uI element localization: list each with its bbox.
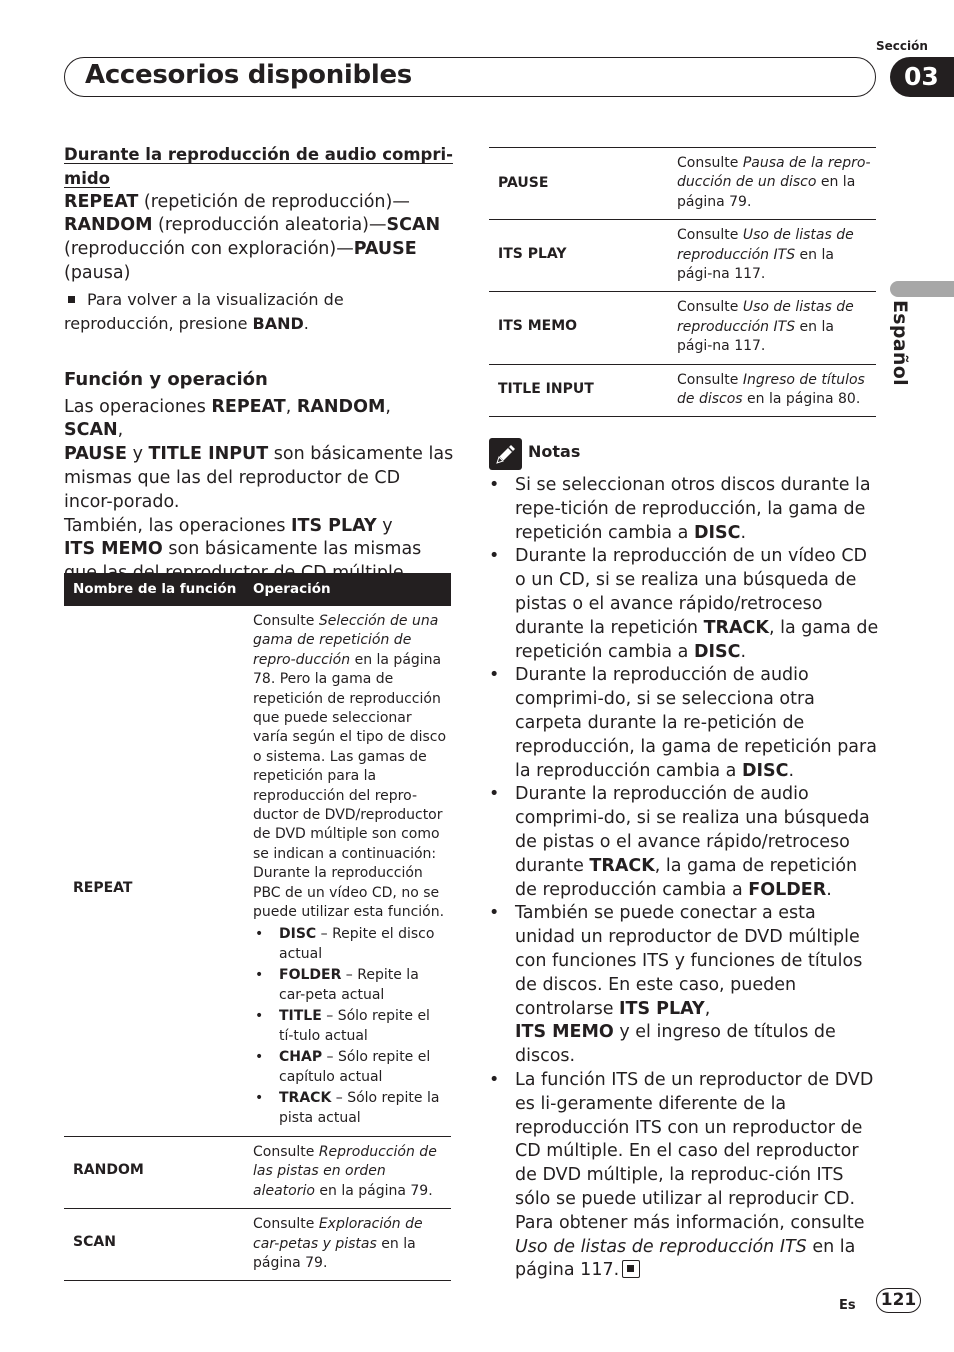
mode-scan-desc: (reproducción con exploración)— bbox=[64, 239, 354, 260]
row-desc-its-memo bbox=[677, 292, 876, 363]
operations-paragraph-1 bbox=[64, 396, 454, 515]
range-desc-chap: – Sólo repite el capítulo actual bbox=[279, 1048, 431, 1086]
range-key-track: TRACK bbox=[279, 1089, 332, 1106]
repeat-page: en la página 78. bbox=[253, 651, 442, 688]
random-page: en la página 79. bbox=[314, 1182, 433, 1199]
para1-sep3: , bbox=[117, 420, 124, 441]
para2-its-memo: ITS MEMO bbox=[64, 539, 163, 560]
row-name-random: RANDOM bbox=[73, 1161, 144, 1178]
language-tab bbox=[890, 281, 954, 297]
section-label: Sección bbox=[876, 39, 928, 53]
mode-random: RANDOM bbox=[64, 215, 153, 236]
mode-random-desc: (reproducción aleatoria)— bbox=[152, 215, 387, 236]
function-heading: Función y operación bbox=[64, 368, 268, 390]
note5-text-a: También se puede conectar a esta unidad un reproductor de DVD múltiple con funciones ITS y funciones de títulos de discos. En este caso, pueden controlarse bbox=[515, 903, 863, 1019]
range-key-disc: DISC bbox=[279, 925, 317, 942]
list-item bbox=[489, 545, 881, 664]
its-play-consulte: Consulte bbox=[677, 227, 743, 244]
list-item bbox=[253, 965, 447, 1006]
note4-end: . bbox=[826, 879, 832, 900]
scan-page: en la página 79. bbox=[253, 1235, 416, 1271]
note5-its-memo: ITS MEMO bbox=[515, 1022, 614, 1043]
mode-scan: SCAN bbox=[386, 215, 441, 236]
para1-sep1: , bbox=[285, 396, 297, 417]
table-row-its-memo bbox=[489, 292, 876, 364]
note4-folder: FOLDER bbox=[748, 879, 827, 900]
note5-text-c: y el ingreso de títulos de discos. bbox=[515, 1022, 836, 1067]
para1-title-input: TITLE INPUT bbox=[148, 444, 269, 465]
repeat-body: Pero la gama de repetición de reproducción que puede seleccionar varía según el tipo de disco o sistema. Las gamas de repetición para la reproducción del repro-ductor de DVD/reproductor de DVD múltiple son como se indican a continuación: Durante la reproducción PBC de un vídeo CD, no se puede utilizar esta función. bbox=[253, 671, 447, 921]
table-row-repeat bbox=[64, 606, 451, 1137]
table-row-scan bbox=[64, 1209, 451, 1281]
para1-text-b: son básicamente las mismas que las del reproductor de CD incor-porado. bbox=[64, 444, 454, 512]
note1-disc: DISC bbox=[693, 522, 741, 543]
its-memo-page: en la pági-na 117. bbox=[677, 318, 834, 355]
mode-pause: PAUSE bbox=[353, 239, 417, 260]
note2-disc: DISC bbox=[693, 641, 741, 662]
function-table-header bbox=[64, 573, 451, 606]
note6-ref: Uso de listas de reproducción ITS bbox=[515, 1236, 807, 1257]
para1-sep2: , bbox=[385, 396, 391, 417]
para2-y: y bbox=[376, 515, 393, 536]
page-title-frame bbox=[64, 57, 876, 97]
range-desc-title: – Sólo repite el tí-tulo actual bbox=[279, 1007, 430, 1044]
page-number: 121 bbox=[876, 1288, 921, 1313]
mode-repeat-desc: (repetición de reproducción)— bbox=[138, 191, 410, 212]
pause-consulte: Consulte bbox=[677, 155, 743, 171]
col-function-name: Nombre de la función bbox=[73, 581, 237, 597]
note3-text: Durante la reproducción de audio comprimi-do, si se selecciona otra carpeta durante la re-petición de reproducción, la gama de repetición para la reproducción cambia a bbox=[515, 665, 877, 781]
playback-modes-text bbox=[64, 191, 454, 286]
note6-text-a: La función ITS de un reproductor de DVD es li-geramente diferente de la reproducción ITS con un reproductor de CD múltiple. En el caso del reproductor de DVD múltiple, la reproduc-ción ITS sólo se puede utilizar al reproducir CD. Para obtener más información, consulte bbox=[515, 1069, 874, 1233]
row-desc-random bbox=[253, 1137, 451, 1208]
page-title: Accesorios disponibles bbox=[85, 60, 412, 90]
its-memo-ref: Uso de listas de reproducción ITS bbox=[677, 299, 854, 335]
row-name-pause: PAUSE bbox=[498, 175, 549, 191]
return-note bbox=[64, 288, 454, 336]
list-item bbox=[253, 1006, 447, 1047]
repeat-consulte: Consulte bbox=[253, 613, 319, 629]
row-desc-its-play bbox=[677, 220, 876, 291]
its-play-ref: Uso de listas de reproducción ITS bbox=[677, 227, 854, 263]
row-name-scan: SCAN bbox=[73, 1234, 116, 1251]
mode-repeat: REPEAT bbox=[64, 191, 139, 212]
its-memo-consulte: Consulte bbox=[677, 299, 743, 316]
para2-text-b: son básicamente las mismas bbox=[168, 539, 422, 560]
list-item bbox=[489, 902, 881, 1069]
note3-disc: DISC bbox=[741, 760, 789, 781]
pencil-note-icon bbox=[489, 438, 522, 470]
range-desc-disc: – Repite el disco actual bbox=[279, 925, 435, 962]
note4-text-a: Durante la reproducción de audio comprimi-do, si se realiza una búsqueda de pistas o el avance rápido/retroceso durante bbox=[515, 784, 870, 876]
title-input-page: en la página 80. bbox=[742, 391, 861, 408]
list-item bbox=[253, 1047, 447, 1088]
scan-ref: Exploración de car-petas y pistas bbox=[253, 1216, 423, 1252]
section-number-badge: 03 bbox=[890, 57, 954, 97]
list-item bbox=[489, 664, 881, 783]
row-name-title-input: TITLE INPUT bbox=[498, 380, 594, 397]
para1-repeat: REPEAT bbox=[211, 396, 286, 417]
para2-its-play: ITS PLAY bbox=[291, 515, 377, 536]
para1-pause: PAUSE bbox=[64, 444, 127, 465]
range-desc-track: – Sólo repite la pista actual bbox=[279, 1089, 440, 1127]
end-of-section-icon bbox=[622, 1260, 640, 1278]
title-input-ref: Ingreso de títulos de discos bbox=[677, 371, 865, 408]
mode-pause-desc: (pausa) bbox=[64, 262, 131, 283]
note6-text-b: en la página 117. bbox=[515, 1236, 856, 1281]
row-desc-pause bbox=[677, 148, 876, 219]
range-key-title: TITLE bbox=[279, 1007, 322, 1024]
note5-its-play: ITS PLAY bbox=[619, 998, 705, 1019]
note1-end: . bbox=[740, 522, 747, 543]
note4-text-b: , la gama de repetición de reproducción cambia a bbox=[515, 855, 858, 900]
row-name-its-play: ITS PLAY bbox=[498, 246, 567, 263]
notes-list bbox=[489, 474, 881, 1283]
function-table bbox=[64, 573, 451, 1281]
row-desc-repeat bbox=[253, 606, 451, 1136]
row-desc-scan bbox=[253, 1209, 451, 1280]
para1-random: RANDOM bbox=[296, 396, 386, 417]
note4-track: TRACK bbox=[589, 855, 655, 876]
note2-text-b: , la gama de repetición cambia a bbox=[515, 617, 879, 662]
row-name-repeat: REPEAT bbox=[73, 880, 133, 896]
its-play-page: en la pági-na 117. bbox=[677, 246, 834, 283]
note2-track: TRACK bbox=[703, 617, 769, 638]
list-item bbox=[489, 474, 881, 545]
repeat-range-list bbox=[253, 924, 447, 1129]
note3-end: . bbox=[788, 760, 795, 781]
col-operation: Operación bbox=[253, 581, 331, 597]
row-name-its-memo: ITS MEMO bbox=[498, 318, 578, 335]
table-row-pause bbox=[489, 148, 876, 220]
note2-end: . bbox=[740, 641, 747, 662]
square-bullet-icon bbox=[68, 296, 75, 303]
return-note-key: BAND bbox=[252, 313, 304, 333]
repeat-ref: Selección de una gama de repetición de repro-ducción bbox=[253, 613, 439, 668]
note5-text-b: , bbox=[704, 998, 711, 1019]
pause-ref: Pausa de la repro-ducción de un disco bbox=[677, 155, 871, 191]
compressed-audio-heading: Durante la reproducción de audio compri-mido bbox=[64, 145, 453, 188]
table-row-its-play bbox=[489, 220, 876, 292]
left-column bbox=[64, 143, 454, 586]
para1-text-a: Las operaciones bbox=[64, 396, 212, 417]
scan-consulte: Consulte bbox=[253, 1216, 319, 1233]
table-row-random bbox=[64, 1137, 451, 1209]
title-input-consulte: Consulte bbox=[677, 371, 743, 388]
notes-heading: Notas bbox=[528, 442, 581, 461]
range-key-folder: FOLDER bbox=[279, 966, 342, 983]
list-item bbox=[253, 1088, 447, 1129]
para1-y: y bbox=[127, 444, 149, 465]
table-row-title-input bbox=[489, 365, 876, 418]
range-key-chap: CHAP bbox=[279, 1048, 323, 1065]
list-item bbox=[489, 783, 881, 902]
list-item bbox=[489, 1069, 881, 1283]
pause-page: en la página 79. bbox=[677, 174, 856, 210]
return-note-text: Para volver a la visualización de reproducción, presione bbox=[64, 289, 344, 333]
language-label: Español bbox=[889, 300, 911, 386]
para2-text-a: También, las operaciones bbox=[64, 515, 292, 536]
row-desc-title-input bbox=[677, 365, 876, 417]
note1-text: Si se seleccionan otros discos durante la repe-tición de reproducción, la gama de repetición cambia a bbox=[515, 475, 871, 543]
reference-table bbox=[489, 147, 876, 417]
range-desc-folder: – Repite la car-peta actual bbox=[279, 966, 419, 1003]
random-consulte: Consulte bbox=[253, 1143, 319, 1160]
note2-text-a: Durante la reproducción de un vídeo CD o un CD, si se realiza una búsqueda de pistas o el avance rápido/retroceso durante la repetición bbox=[515, 546, 868, 638]
list-item bbox=[253, 924, 447, 965]
para1-scan: SCAN bbox=[64, 420, 118, 441]
footer-lang-code: Es bbox=[839, 1298, 856, 1313]
random-ref: Reproducción de las pistas en orden aleatorio bbox=[253, 1143, 437, 1199]
return-note-end: . bbox=[303, 313, 309, 333]
